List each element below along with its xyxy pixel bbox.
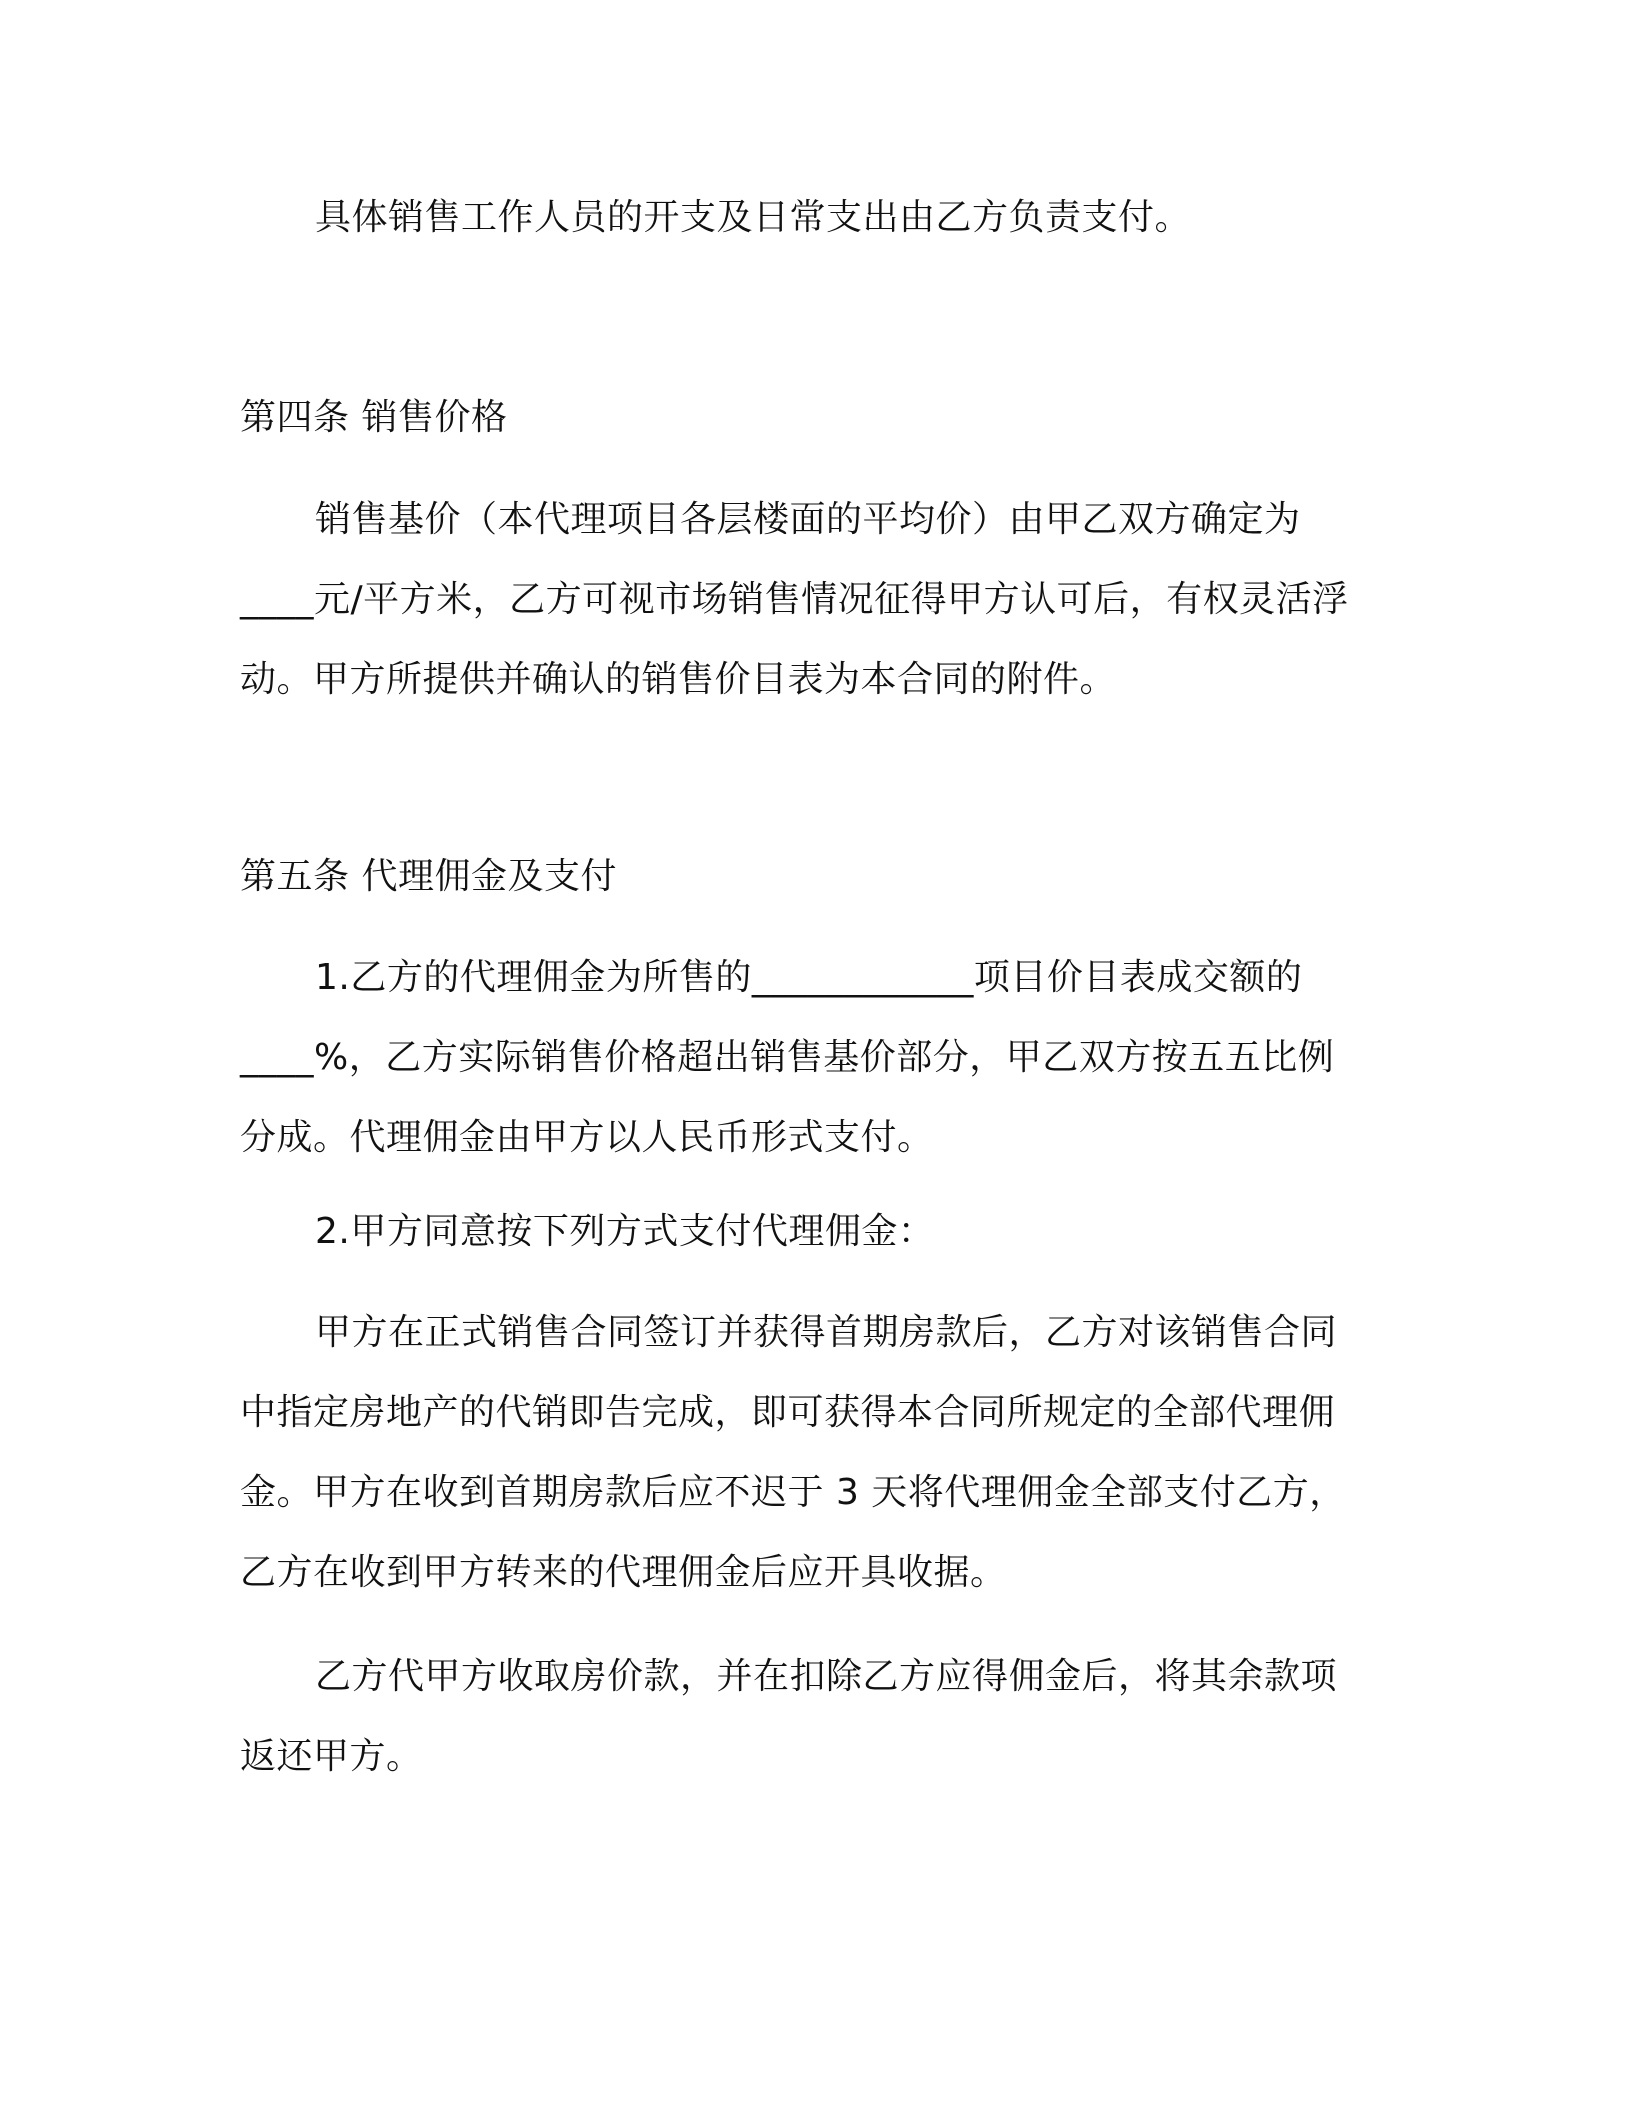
paragraph-payment-method-line-1: 2.甲方同意按下列方式支付代理佣金： [315, 1211, 935, 1252]
paragraph-commission-rate-line-1: 1.乙方的代理佣金为所售的____________项目价目表成交额的 [315, 957, 1303, 998]
paragraph-payment-terms-line-2: 中指定房地产的代销即告完成，即可获得本合同所规定的全部代理佣 [240, 1392, 1336, 1433]
paragraph-base-price-line-2: ____元/平方米，乙方可视市场销售情况征得甲方认可后，有权灵活浮 [240, 579, 1349, 620]
paragraph-remittance-line-1: 乙方代甲方收取房价款，并在扣除乙方应得佣金后，将其余款项 [315, 1656, 1338, 1697]
paragraph-payment-terms-line-1: 甲方在正式销售合同签订并获得首期房款后，乙方对该销售合同 [315, 1312, 1338, 1353]
paragraph-payment-terms-line-3: 金。甲方在收到首期房款后应不迟于 3 天将代理佣金全部支付乙方， [240, 1472, 1346, 1513]
paragraph-remittance-line-2: 返还甲方。 [240, 1736, 423, 1777]
paragraph-commission-rate-line-2: ____%，乙方实际销售价格超出销售基价部分，甲乙双方按五五比例 [240, 1037, 1335, 1078]
section-4-heading: 第四条 销售价格 [240, 397, 508, 438]
paragraph-base-price-line-1: 销售基价（本代理项目各层楼面的平均价）由甲乙双方确定为 [315, 499, 1301, 540]
paragraph-commission-rate-line-3: 分成。代理佣金由甲方以人民币形式支付。 [240, 1117, 934, 1158]
paragraph-base-price-line-3: 动。甲方所提供并确认的销售价目表为本合同的附件。 [240, 659, 1117, 700]
section-5-heading: 第五条 代理佣金及支付 [240, 856, 617, 897]
paragraph-staff-expenses-line-1: 具体销售工作人员的开支及日常支出由乙方负责支付。 [315, 197, 1192, 238]
paragraph-payment-terms-line-4: 乙方在收到甲方转来的代理佣金后应开具收据。 [240, 1552, 1007, 1593]
